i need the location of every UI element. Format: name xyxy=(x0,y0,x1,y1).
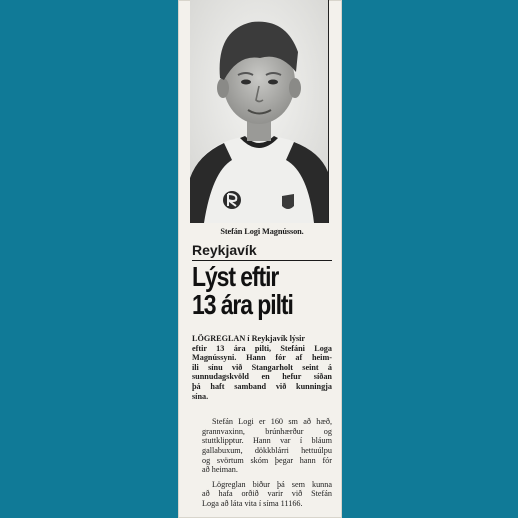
text-line: Magnússyni. Hann fór af heim- xyxy=(192,353,332,363)
text-line: stuttklipptur. Hann var í bláum xyxy=(202,436,332,446)
text-line: Stefán Logi er 160 sm að hæð, xyxy=(212,417,332,427)
section-kicker: Reykjavík xyxy=(192,242,332,261)
text-line: Lögreglan biður þá sem kunna xyxy=(212,479,332,489)
text-line: Loga að láta vita í síma 11166. xyxy=(202,498,303,508)
text-line: og svörtum skóm þegar hann fór xyxy=(202,455,332,465)
text-line: sunnudagskvöld en hefur síðan xyxy=(192,372,332,382)
body-paragraph xyxy=(192,480,332,509)
article-body xyxy=(192,334,332,509)
text-line: ili sínu við Stangarholt seint á xyxy=(192,362,332,372)
text-line: þá haft samband við kunningja xyxy=(192,381,332,391)
body-paragraph xyxy=(192,417,332,475)
lead-word: LÖGREGLAN xyxy=(192,334,246,343)
text-line: eftir 13 ára pilti, Stefáni Loga xyxy=(192,343,332,353)
text-line: að heiman. xyxy=(202,465,238,475)
text-line: að hafa orðið varir við Stefán xyxy=(202,489,332,499)
text-line: grannvaxinn, brúnhærður og xyxy=(202,426,332,436)
headline-line: 13 ára pilti xyxy=(192,289,293,320)
headline-line: Lýst eftir xyxy=(192,261,279,292)
lead-paragraph xyxy=(192,334,332,401)
photo-caption: Stefán Logi Magnússon. xyxy=(220,227,304,236)
text-line xyxy=(192,334,332,344)
text-line: sína. xyxy=(192,391,209,401)
text-line: gallabuxum, dökkblárri hettuúlpu xyxy=(202,445,332,455)
text-fragment: í Reykjavík lýsir xyxy=(245,334,306,343)
newspaper-clipping xyxy=(178,0,342,518)
portrait-photo xyxy=(190,0,329,223)
headline xyxy=(192,263,308,319)
